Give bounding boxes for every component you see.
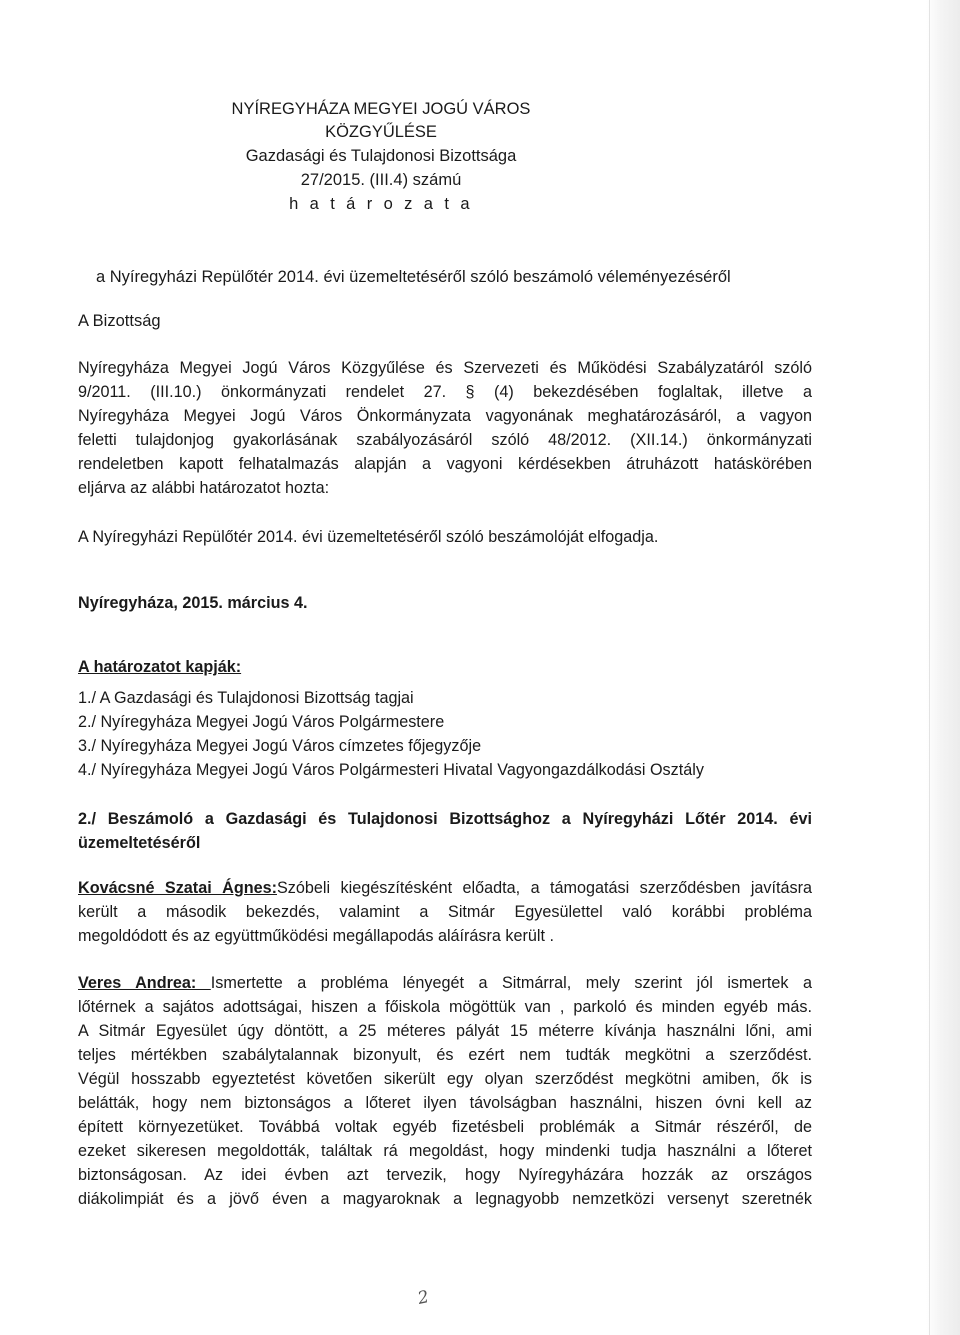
- handwritten-page-number: 2: [416, 1287, 431, 1309]
- resolution-subject: a Nyíregyházi Repülőtér 2014. évi üzemeltetéséről szóló beszámoló véleményezéséről: [96, 268, 731, 286]
- header-resolution-number: 27/2015. (III.4) számú: [300, 171, 462, 189]
- header-resolution-word: h a t á r o z a t a: [289, 195, 473, 213]
- header-city: NYÍREGYHÁZA MEGYEI JOGÚ VÁROS: [231, 100, 531, 118]
- recipient-item: 2./ Nyíregyháza Megyei Jogú Város Polgármestere: [78, 713, 445, 731]
- preamble-line: Nyíregyháza Megyei Jogú Város Önkormányzata vagyonának meghatározásáról, a vagyon: [78, 407, 812, 425]
- agenda-item-title: 2./ Beszámoló a Gazdasági és Tulajdonosi Bizottsághoz a Nyíregyházi Lőtér 2014. évi: [78, 810, 812, 828]
- preamble-line: 9/2011. (III.10.) önkormányzati rendelet 27. § (4) bekezdésében foglaltak, illetve a: [78, 383, 812, 401]
- speaker-paragraph-line: megoldódott és az együttműködési megállapodás aláírásra került .: [78, 927, 554, 945]
- scan-shadow-edge: [926, 0, 960, 1335]
- speaker-name: Kovácsné Szatai Ágnes:: [78, 879, 277, 897]
- speaker-paragraph-line: Kovácsné Szatai Ágnes:Szóbeli kiegészítésként előadta, a támogatási szerződésben javításra: [78, 879, 813, 897]
- speaker-name: Veres Andrea:: [78, 974, 211, 992]
- header-committee: Gazdasági és Tulajdonosi Bizottsága: [245, 147, 517, 165]
- speaker-paragraph-line: került a második bekezdés, valamint a Sitmár Egyesülettel való korábbi probléma: [78, 903, 812, 921]
- speaker-paragraph-line: A Sitmár Egyesület úgy döntött, a 25 méteres pályát 15 méterre kívánja használni lőni, ami: [78, 1022, 812, 1040]
- header-assembly: KÖZGYŰLÉSE: [325, 123, 437, 141]
- place-date: Nyíregyháza, 2015. március 4.: [78, 594, 308, 612]
- speaker-paragraph-line: Végül hosszabb egyeztetést követően sikerült egy olyan szerződést megkötni amiben, ők is: [78, 1070, 812, 1088]
- preamble-line: eljárva az alábbi határozatot hozta:: [78, 479, 330, 497]
- speaker-paragraph-line: Veres Andrea: Ismertette a probléma lényegét a Sitmárral, mely szerint jól ismertek a: [78, 974, 812, 992]
- speaker-paragraph-line: belátták, hogy nem biztonságos a lőteret ilyen távolságban használni, hiszen óvni kell az: [78, 1094, 812, 1112]
- speaker-paragraph-line: ezeket sikeresen megoldották, találtak rá megoldást, hogy mindenki tudja használni a lőteret: [78, 1142, 812, 1160]
- decision-text: A Nyíregyházi Repülőtér 2014. évi üzemeltetéséről szóló beszámolóját elfogadja.: [78, 528, 659, 546]
- speaker-paragraph-line: diákolimpiát és a jövő éven a magyaroknak a legnagyobb nemzetközi versenyt szeretnék: [78, 1190, 812, 1208]
- speaker-paragraph-line: épített környezetüket. Továbbá voltak egyéb fizetésbeli problémák a Sitmár részéről, de: [78, 1118, 812, 1136]
- preamble-line: feletti tulajdonjog gyakorlásának szabályozásáról szóló 48/2012. (XII.14.) önkormányzati: [78, 431, 812, 449]
- recipient-item: 3./ Nyíregyháza Megyei Jogú Város címzetes főjegyzője: [78, 737, 482, 755]
- preamble-line: Nyíregyháza Megyei Jogú Város Közgyűlése és Szervezeti és Működési Szabályzatáról szóló: [78, 359, 812, 377]
- recipients-title: A határozatot kapják:: [78, 658, 242, 676]
- recipient-item: 4./ Nyíregyháza Megyei Jogú Város Polgármesteri Hivatal Vagyongazdálkodási Osztály: [78, 761, 704, 779]
- agenda-item-title-cont: üzemeltetéséről: [78, 834, 201, 852]
- speaker-paragraph-line: biztonságosan. Az idei évben azt tervezik, hogy Nyíregyházára hozzák az országos: [78, 1166, 812, 1184]
- committee-label: A Bizottság: [78, 312, 161, 330]
- speaker-paragraph-line: teljes mértékben szabálytalannak bizonyult, és ezért nem tudták megkötni a szerződést.: [78, 1046, 812, 1064]
- preamble-line: rendeletben kapott felhatalmazás alapján a vagyoni kérdésekben átruházott hatáskörében: [78, 455, 812, 473]
- scan-fold-line: [929, 0, 930, 1335]
- speaker-paragraph-line: lőtérnek a sajátos adottságai, hiszen a főiskola mögöttük van , parkoló és minden egyéb más.: [78, 998, 812, 1016]
- recipient-item: 1./ A Gazdasági és Tulajdonosi Bizottság tagjai: [78, 689, 414, 707]
